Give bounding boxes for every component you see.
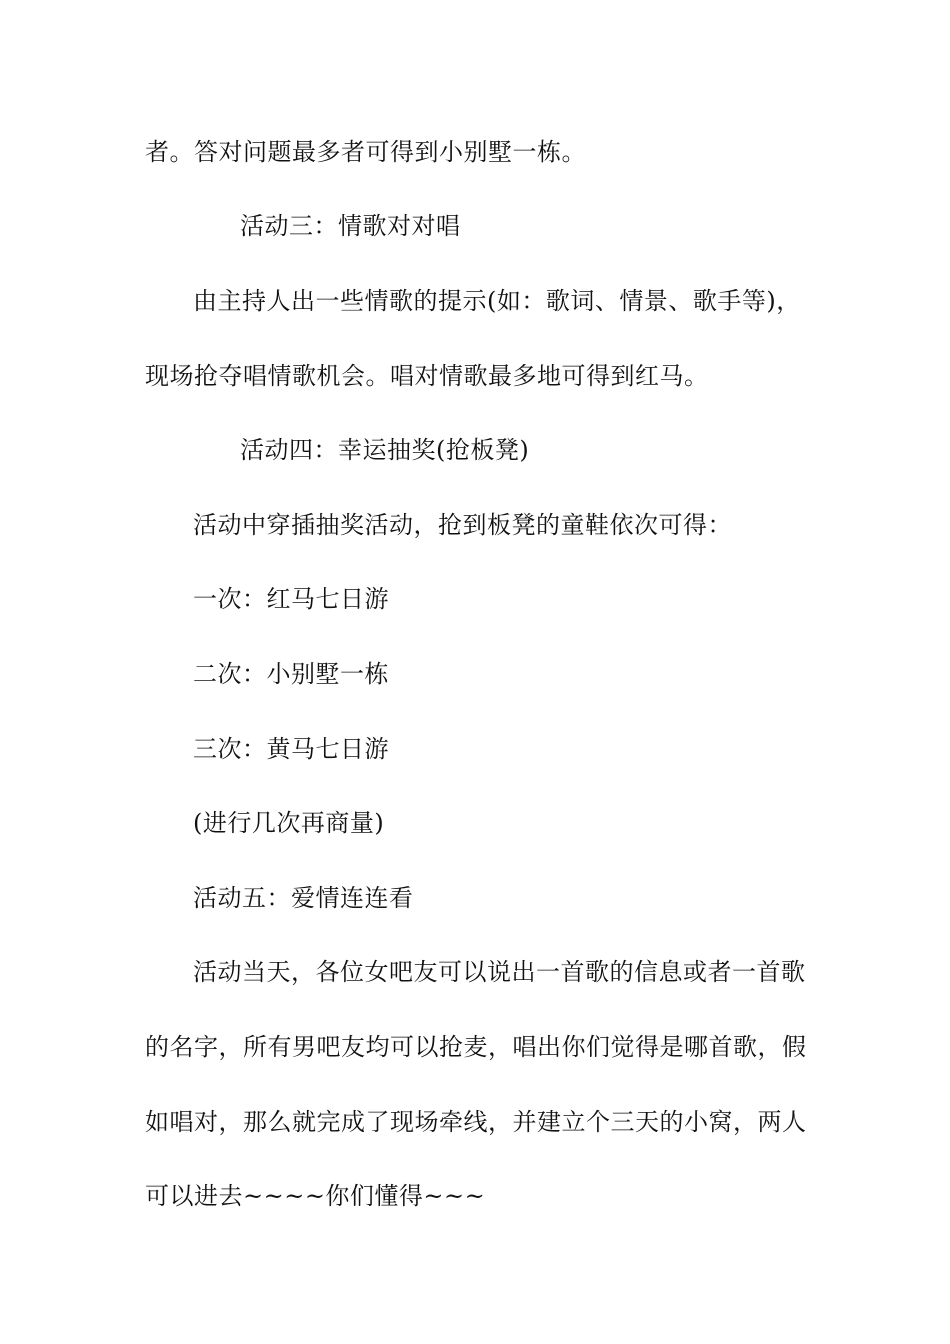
section-heading-activity-4: 活动四：幸运抽奖(抢板凳): [240, 436, 530, 464]
prize-item-3: 三次：黄马七日游: [193, 735, 389, 763]
text-line-13: 的名字，所有男吧友均可以抢麦，唱出你们觉得是哪首歌，假: [145, 1033, 807, 1061]
text-line-10: (进行几次再商量): [193, 809, 385, 837]
text-line-4: 现场抢夺唱情歌机会。唱对情歌最多地可得到红马。: [145, 362, 709, 390]
text-line-12: 活动当天，各位女吧友可以说出一首歌的信息或者一首歌: [193, 958, 806, 986]
text-line-1: 者。答对问题最多者可得到小别墅一栋。: [145, 138, 586, 166]
section-heading-activity-3: 活动三：情歌对对唱: [240, 212, 461, 240]
section-heading-activity-5: 活动五：爱情连连看: [193, 884, 414, 912]
text-line-6: 活动中穿插抽奖活动，抢到板凳的童鞋依次可得：: [193, 511, 732, 539]
text-line-15: 可以进去~~~~你们懂得~~~: [145, 1182, 486, 1210]
prize-item-1: 一次：红马七日游: [193, 585, 389, 613]
prize-item-2: 二次：小别墅一栋: [193, 660, 389, 688]
text-line-3: 由主持人出一些情歌的提示(如：歌词、情景、歌手等)，: [193, 287, 801, 315]
text-line-14: 如唱对，那么就完成了现场牵线，并建立个三天的小窝，两人: [145, 1108, 807, 1136]
